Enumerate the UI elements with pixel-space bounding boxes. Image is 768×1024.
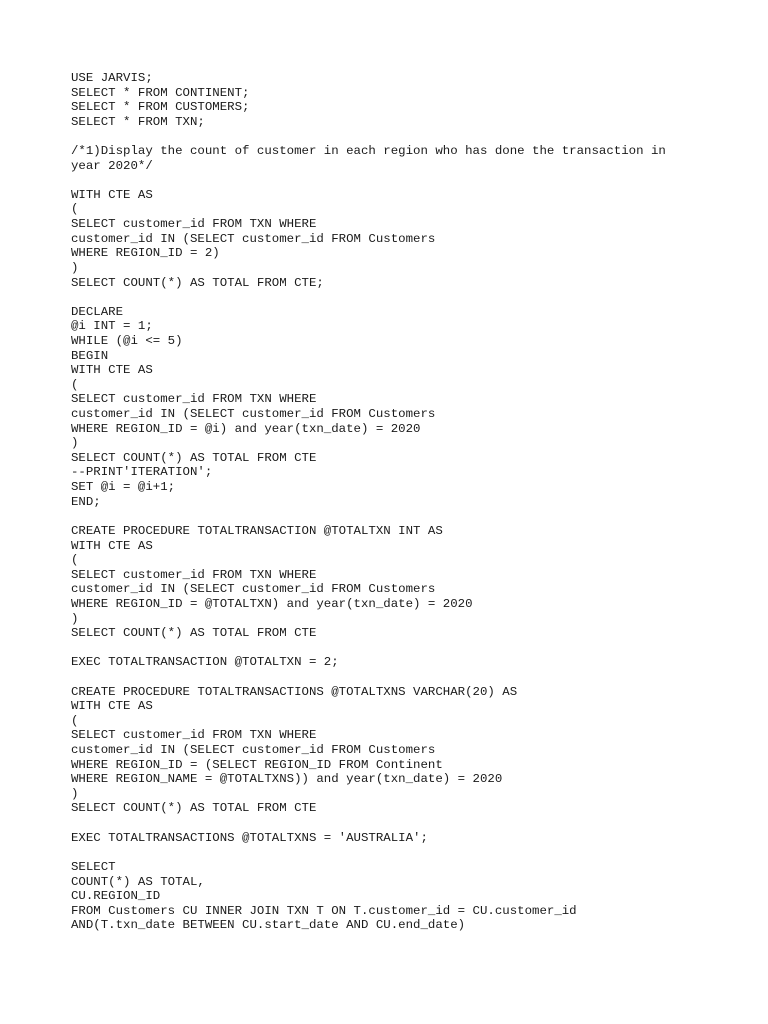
code-line: year 2020*/ bbox=[71, 158, 153, 173]
code-line: SELECT bbox=[71, 859, 116, 874]
code-line: SELECT customer_id FROM TXN WHERE bbox=[71, 567, 317, 582]
code-line: ) bbox=[71, 260, 79, 275]
code-line: ( bbox=[71, 553, 79, 568]
blank-line bbox=[71, 641, 711, 656]
code-line: SELECT COUNT(*) AS TOTAL FROM CTE bbox=[71, 801, 317, 816]
code-line: SELECT customer_id FROM TXN WHERE bbox=[71, 217, 317, 232]
code-line: SELECT COUNT(*) AS TOTAL FROM CTE bbox=[71, 450, 317, 465]
code-line: WITH CTE AS bbox=[71, 699, 153, 714]
code-line: SELECT COUNT(*) AS TOTAL FROM CTE; bbox=[71, 275, 324, 290]
code-line: FROM Customers CU INNER JOIN TXN T ON T.customer_id = CU.customer_id bbox=[71, 903, 577, 918]
blank-line bbox=[71, 670, 711, 685]
code-line: ) bbox=[71, 436, 79, 451]
code-line: SELECT customer_id FROM TXN WHERE bbox=[71, 728, 317, 743]
code-line: SELECT COUNT(*) AS TOTAL FROM CTE bbox=[71, 626, 317, 641]
code-line: CREATE PROCEDURE TOTALTRANSACTION @TOTALTXN INT AS bbox=[71, 523, 443, 538]
code-line: ( bbox=[71, 202, 79, 217]
code-line: customer_id IN (SELECT customer_id FROM Customers bbox=[71, 582, 436, 597]
code-line: customer_id IN (SELECT customer_id FROM Customers bbox=[71, 407, 436, 422]
blank-line bbox=[71, 129, 711, 144]
code-line: SET @i = @i+1; bbox=[71, 480, 176, 495]
code-line: WHERE REGION_ID = @TOTALTXN) and year(txn_date) = 2020 bbox=[71, 596, 473, 611]
code-line: ( bbox=[71, 377, 79, 392]
code-line: WHERE REGION_NAME = @TOTALTXNS)) and year(txn_date) = 2020 bbox=[71, 772, 503, 787]
code-line: WHERE REGION_ID = 2) bbox=[71, 246, 220, 261]
code-line: END; bbox=[71, 494, 101, 509]
code-line: USE JARVIS; bbox=[71, 71, 153, 85]
code-line: @i INT = 1; bbox=[71, 319, 153, 334]
code-line: WHERE REGION_ID = (SELECT REGION_ID FROM Continent bbox=[71, 757, 443, 772]
code-line: ) bbox=[71, 786, 79, 801]
sql-code-block bbox=[71, 71, 711, 933]
code-line: CU.REGION_ID bbox=[71, 889, 161, 904]
code-line: WITH CTE AS bbox=[71, 363, 153, 378]
code-line: EXEC TOTALTRANSACTION @TOTALTXN = 2; bbox=[71, 655, 339, 670]
code-line: WITH CTE AS bbox=[71, 538, 153, 553]
code-line: WHILE (@i <= 5) bbox=[71, 333, 183, 348]
code-line: customer_id IN (SELECT customer_id FROM Customers bbox=[71, 743, 436, 758]
code-line: ( bbox=[71, 713, 79, 728]
code-line: ) bbox=[71, 611, 79, 626]
code-line: COUNT(*) AS TOTAL, bbox=[71, 874, 205, 889]
code-line: WHERE REGION_ID = @i) and year(txn_date) = 2020 bbox=[71, 421, 421, 436]
code-line: WITH CTE AS bbox=[71, 187, 153, 202]
code-line: --PRINT'ITERATION'; bbox=[71, 465, 213, 480]
code-line: CREATE PROCEDURE TOTALTRANSACTIONS @TOTALTXNS VARCHAR(20) AS bbox=[71, 684, 518, 699]
blank-line bbox=[71, 509, 711, 524]
code-line: AND(T.txn_date BETWEEN CU.start_date AND CU.end_date) bbox=[71, 918, 466, 933]
blank-line bbox=[71, 173, 711, 188]
blank-line bbox=[71, 845, 711, 860]
code-line: customer_id IN (SELECT customer_id FROM Customers bbox=[71, 231, 436, 246]
code-line: /*1)Display the count of customer in each region who has done the transaction in bbox=[71, 144, 666, 159]
code-line: SELECT * FROM CONTINENT; bbox=[71, 85, 250, 100]
code-line: EXEC TOTALTRANSACTIONS @TOTALTXNS = 'AUSTRALIA'; bbox=[71, 830, 428, 845]
code-line: BEGIN bbox=[71, 348, 109, 363]
code-line: SELECT customer_id FROM TXN WHERE bbox=[71, 392, 317, 407]
code-line: SELECT * FROM CUSTOMERS; bbox=[71, 100, 250, 115]
code-line: SELECT * FROM TXN; bbox=[71, 114, 205, 129]
code-line: DECLARE bbox=[71, 304, 124, 319]
blank-line bbox=[71, 290, 711, 305]
blank-line bbox=[71, 816, 711, 831]
